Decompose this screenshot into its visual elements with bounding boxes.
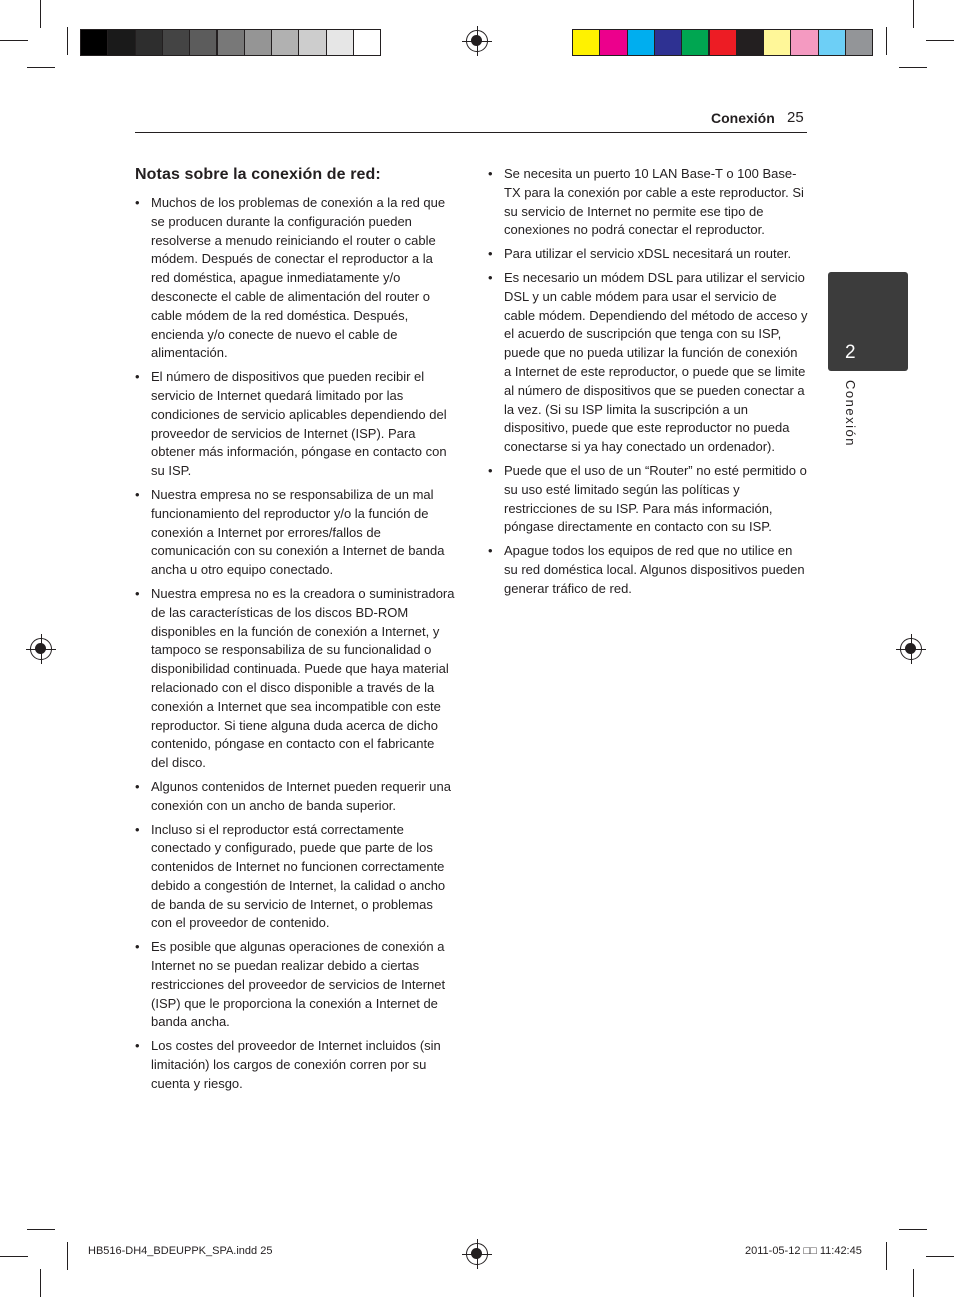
- registration-mark-icon: [466, 30, 488, 52]
- note-item: [135, 486, 455, 580]
- note-text: Se necesita un puerto 10 LAN Base-T o 100 Base-TX para la conexión por cable a este reproductor. Si su servicio de Internet no permite ese tipo de conexiones no podrá conectar el reproductor.: [504, 166, 804, 238]
- note-item: [488, 165, 808, 240]
- right-notes-list: [488, 165, 808, 599]
- note-text: Apague todos los equipos de red que no utilice en su red doméstica local. Algunos dispositivos pueden generar tráfico de red.: [504, 543, 805, 596]
- note-item: [135, 194, 455, 363]
- color-swatch: [271, 29, 299, 56]
- bullet-icon: •: [135, 1038, 140, 1054]
- color-swatch: [135, 29, 163, 56]
- color-swatch: [627, 29, 655, 56]
- color-swatch: [244, 29, 272, 56]
- registration-mark-icon: [900, 638, 922, 660]
- color-swatch: [326, 29, 354, 56]
- bullet-icon: •: [488, 462, 493, 478]
- note-item: [488, 542, 808, 598]
- color-swatch: [572, 29, 600, 56]
- note-text: Muchos de los problemas de conexión a la red que se producen durante la configuración pueden resolverse a menudo reiniciando el router o cable módem. Después de conectar el reproductor a la red doméstica, apague inmediatamente y/o desconecte el cable de alimentación del router o cable módem de la red doméstica. Después, encienda y/o conecte de nuevo el cable de alimentación.: [151, 195, 446, 361]
- color-swatch: [162, 29, 190, 56]
- bullet-icon: •: [488, 269, 493, 285]
- note-item: [488, 269, 808, 457]
- bullet-icon: •: [135, 778, 140, 794]
- note-item: [488, 462, 808, 537]
- color-swatch: [217, 29, 245, 56]
- note-text: Es necesario un módem DSL para utilizar el servicio DSL y un cable módem para usar el servicio de cable módem. Dependiendo del método de acceso y el acuerdo de suscripción que tenga con su ISP, puede que no pueda utilizar la función de conexión a Internet de este reproductor, o puede que se limite al número de dispositivos que se pueden conectar a la vez. (Si su ISP limita la suscripción a un dispositivo, puede que este reproductor no pueda conectarse si ya hay conectado un ordenador).: [504, 269, 808, 455]
- note-item: [135, 821, 455, 934]
- color-swatch: [654, 29, 682, 56]
- bullet-icon: •: [135, 585, 140, 601]
- bullet-icon: •: [488, 543, 493, 559]
- note-text: El número de dispositivos que pueden recibir el servicio de Internet quedará limitado por las condiciones de servicio aplicables dependiendo del proveedor de servicios de Internet (ISP). Para obtener más información, póngase en contacto con su ISP.: [151, 369, 447, 479]
- color-swatch: [80, 29, 108, 56]
- page-number: 25: [787, 109, 804, 126]
- header-rule: [135, 132, 807, 133]
- registration-mark-icon: [466, 1243, 488, 1265]
- left-column: [135, 194, 455, 1099]
- left-notes-list: [135, 194, 455, 1094]
- color-swatch: [818, 29, 846, 56]
- color-swatch: [763, 29, 791, 56]
- right-column: [488, 165, 808, 604]
- note-item: [135, 778, 455, 816]
- note-text: Puede que el uso de un “Router” no esté permitido o su uso esté limitado según las políticas y restricciones de su ISP. Para más información, póngase directamente en contacto con su ISP.: [504, 462, 807, 535]
- note-item: [135, 585, 455, 773]
- section-title: Notas sobre la conexión de red:: [135, 166, 381, 183]
- color-swatch: [189, 29, 217, 56]
- note-text: Los costes del proveedor de Internet incluidos (sin limitación) los cargos de conexión corren por su cuenta y riesgo.: [151, 1038, 441, 1091]
- footer-filename: HB516-DH4_BDEUPPK_SPA.indd 25: [88, 1245, 273, 1257]
- bullet-icon: •: [488, 246, 493, 262]
- color-swatch: [599, 29, 627, 56]
- footer-datetime: 2011-05-12 □□ 11:42:45: [745, 1245, 862, 1257]
- color-swatch: [736, 29, 764, 56]
- note-text: Nuestra empresa no se responsabiliza de un mal funcionamiento del reproductor y/o la función de conexión a Internet por errores/fallos de comunicación con su conexión a Internet de banda ancha u otro equipo conectado.: [151, 486, 445, 578]
- note-text: Es posible que algunas operaciones de conexión a Internet no se puedan realizar debido a ciertas restricciones del proveedor de servicios de Internet (ISP) que le proporciona la conexión a Internet de banda ancha.: [151, 939, 446, 1030]
- bullet-icon: •: [135, 939, 140, 955]
- bullet-icon: •: [488, 166, 493, 181]
- bullet-icon: •: [135, 195, 140, 210]
- color-swatch: [790, 29, 818, 56]
- chapter-tab: [828, 272, 908, 371]
- color-swatch: [298, 29, 326, 56]
- color-swatch: [107, 29, 135, 56]
- note-item: [135, 368, 455, 481]
- note-item: [135, 1037, 455, 1093]
- bullet-icon: •: [135, 486, 140, 502]
- running-header-section: Conexión: [711, 110, 775, 126]
- color-swatch: [681, 29, 709, 56]
- color-swatch: [353, 29, 381, 56]
- bullet-icon: •: [135, 369, 140, 385]
- note-text: Para utilizar el servicio xDSL necesitará un router.: [504, 246, 792, 262]
- color-swatch: [709, 29, 737, 56]
- note-text: Incluso si el reproductor está correctamente conectado y configurado, puede que parte de los contenidos de Internet no funcionen correctamente debido a congestión de Internet, la calidad o ancho de banda de su servicio de Internet, o problemas con el proveedor de contenido.: [151, 821, 446, 931]
- registration-mark-icon: [30, 638, 52, 660]
- chapter-number: 2: [845, 342, 856, 363]
- note-text: Nuestra empresa no es la creadora o suministradora de las características de los discos BD-ROM disponibles en la función de conexión a Internet, y tampoco se responsabiliza de su funcionalidad o disponibilidad continuada. Puede que haya material relacionado con el disco disponible a través de la conexión a Internet que sea incompatible con este reproductor. Si tiene alguna duda acerca de dicho contenido, póngase en contacto con el fabricante del disco.: [151, 585, 455, 771]
- note-item: [488, 245, 808, 264]
- bullet-icon: •: [135, 821, 140, 837]
- chapter-label: Conexión: [843, 380, 858, 447]
- note-text: Algunos contenidos de Internet pueden requerir una conexión con un ancho de banda superior.: [151, 778, 451, 813]
- note-item: [135, 938, 455, 1032]
- color-swatch: [845, 29, 873, 56]
